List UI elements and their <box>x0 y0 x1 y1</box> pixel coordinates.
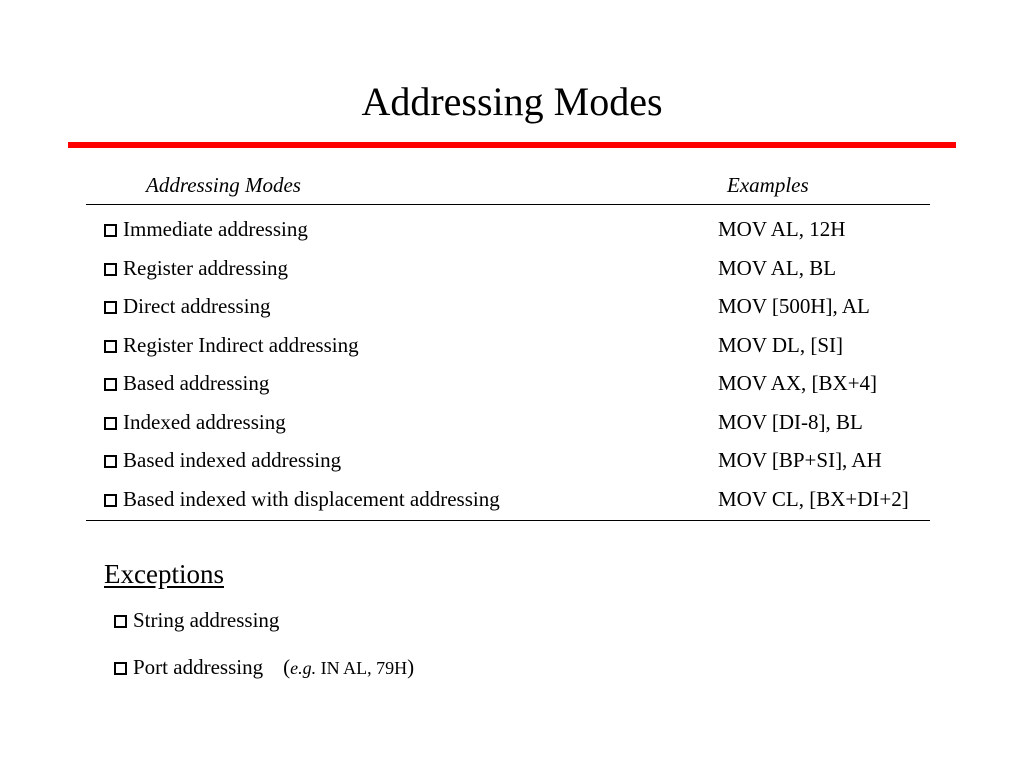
exception-item <box>114 652 414 683</box>
example-cell: MOV CL, [BX+DI+2] <box>718 486 909 511</box>
table-row <box>104 253 974 292</box>
mode-label: Register addressing <box>123 255 289 280</box>
mode-label: Register Indirect addressing <box>123 332 359 357</box>
mode-cell <box>104 214 308 244</box>
checkbox-icon <box>104 301 117 314</box>
checkbox-icon <box>114 662 127 675</box>
table-row <box>104 407 974 446</box>
mode-cell <box>104 368 269 398</box>
checkbox-icon <box>104 340 117 353</box>
column-header-modes: Addressing Modes <box>146 173 301 197</box>
example-cell: MOV DL, [SI] <box>718 332 844 357</box>
mode-cell <box>104 253 288 283</box>
example-note-prefix: e.g. <box>290 658 317 678</box>
table-row <box>104 484 974 523</box>
exception-label: String addressing <box>133 608 280 632</box>
exception-item <box>114 605 279 635</box>
exceptions-heading: Exceptions <box>104 559 224 589</box>
mode-label: Indexed addressing <box>123 409 286 434</box>
example-cell: MOV AL, 12H <box>718 217 846 241</box>
open-paren: ( <box>283 655 291 679</box>
mode-cell <box>104 330 359 360</box>
title-divider <box>68 142 956 148</box>
checkbox-icon <box>104 494 117 507</box>
exception-label: Port addressing <box>133 655 264 679</box>
table-row <box>104 445 974 484</box>
mode-cell <box>104 407 286 437</box>
checkbox-icon <box>104 263 117 276</box>
mode-label: Based indexed addressing <box>123 448 342 472</box>
close-paren: ) <box>407 655 415 679</box>
table-row <box>104 214 974 253</box>
example-note-text: IN AL, 79H <box>320 658 408 678</box>
checkbox-icon <box>104 455 117 468</box>
table-bottom-rule <box>86 520 930 521</box>
checkbox-icon <box>104 378 117 391</box>
table-row <box>104 291 974 330</box>
checkbox-icon <box>114 615 127 628</box>
mode-cell <box>104 291 271 321</box>
example-cell: MOV [BP+SI], AH <box>718 448 882 472</box>
example-cell: MOV [500H], AL <box>718 294 870 318</box>
table-row <box>104 330 974 369</box>
example-cell: MOV AL, BL <box>718 255 837 280</box>
checkbox-icon <box>104 224 117 237</box>
mode-label: Based indexed with displacement addressing <box>123 486 500 511</box>
column-header-examples: Examples <box>727 173 809 197</box>
mode-label: Immediate addressing <box>123 217 308 241</box>
example-cell: MOV [DI-8], BL <box>718 409 863 434</box>
checkbox-icon <box>104 417 117 430</box>
mode-label: Direct addressing <box>123 294 271 318</box>
slide-title: Addressing Modes <box>361 79 663 124</box>
modes-table <box>104 214 974 522</box>
table-row <box>104 368 974 407</box>
mode-cell <box>104 445 341 475</box>
mode-cell <box>104 484 500 514</box>
table-top-rule <box>86 204 930 205</box>
mode-label: Based addressing <box>123 371 270 395</box>
example-cell: MOV AX, [BX+4] <box>718 371 878 395</box>
